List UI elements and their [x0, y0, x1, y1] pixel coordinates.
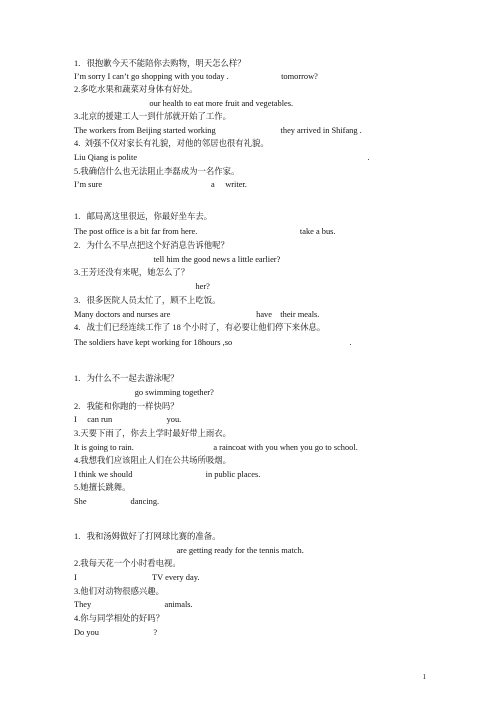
- exercise-line: Do you ?: [74, 628, 158, 637]
- exercise-line: Many doctors and nurses are have their meals.: [74, 310, 320, 319]
- exercise-line: 2. 我能和你跑的一样快吗？: [74, 402, 179, 411]
- exercise-line: our health to eat more fruit and vegetables.: [74, 99, 294, 108]
- exercise-line: 2.多吃水果和蔬菜对身体有好处。: [74, 85, 198, 94]
- exercise-line: The soldiers have kept working for 18hours ,so .: [74, 338, 352, 347]
- exercise-line: I’m sorry I can’t go shopping with you today . tomorrow?: [74, 72, 318, 81]
- exercise-line: 4. 战士们已经连续工作了 18 个小时了，有必要让他们停下来休息。: [74, 323, 326, 332]
- exercise-line: She dancing.: [74, 497, 160, 506]
- exercise-line: 4.你与同学相处的好吗？: [74, 614, 165, 623]
- exercise-line: 3.王芳还没有来呢，她怎么了？: [74, 268, 190, 277]
- exercise-line: 2. 为什么不早点把这个好消息告诉他呢？: [74, 241, 229, 250]
- exercise-line: 5.她擅长跳舞。: [74, 483, 131, 492]
- exercise-line: 1. 为什么不一起去游泳呢？: [74, 374, 179, 383]
- exercise-line: It is going to rain. a raincoat with you when you go to school.: [74, 443, 358, 452]
- exercise-line: I can run you.: [74, 415, 182, 424]
- exercise-line: are getting ready for the tennis match.: [74, 546, 304, 555]
- exercise-line: 3.他们对动物很感兴趣。: [74, 587, 165, 596]
- exercise-line: 1. 我和汤姆做好了打网球比赛的准备。: [74, 532, 221, 541]
- exercise-line: tell him the good news a little earlier?: [74, 255, 281, 264]
- page-number: 1: [422, 673, 426, 681]
- exercise-line: 1. 邮局离这里很远，你最好坐车去。: [74, 212, 213, 221]
- exercise-line: 5.我确信什么也无法阻止李磊成为一名作家。: [74, 167, 240, 176]
- exercise-line: 3.北京的援建工人一到什邡就开始了工作。: [74, 112, 232, 121]
- exercise-line: 2.我每天花一个小时看电视。: [74, 559, 181, 568]
- exercise-line: They animals.: [74, 600, 193, 609]
- exercise-line: her?: [74, 282, 210, 291]
- exercise-line: Liu Qiang is polite .: [74, 153, 370, 162]
- exercise-line: The workers from Beijing started working they arrived in Shifang .: [74, 126, 362, 135]
- exercise-line: I TV every day.: [74, 573, 200, 582]
- exercise-line: go swimming together?: [74, 388, 214, 397]
- exercise-line: The post office is a bit far from here. take a bus.: [74, 227, 336, 236]
- exercise-line: 1. 很抱歉今天不能陪你去购物，明天怎么样？: [74, 59, 246, 68]
- exercise-line: 3. 很多医院人员太忙了，顾不上吃饭。: [74, 296, 221, 305]
- exercise-line: 4. 刘强不仅对家长有礼貌，对他的邻居也很有礼貌。: [74, 139, 269, 148]
- exercise-line: 4.我想我们应该阻止人们在公共场所吸烟。: [74, 456, 232, 465]
- exercise-line: I think we should in public places.: [74, 470, 261, 479]
- exercise-line: I’m sure a writer.: [74, 180, 247, 189]
- exercise-line: 3.天要下雨了，你去上学时最好带上雨衣。: [74, 429, 232, 438]
